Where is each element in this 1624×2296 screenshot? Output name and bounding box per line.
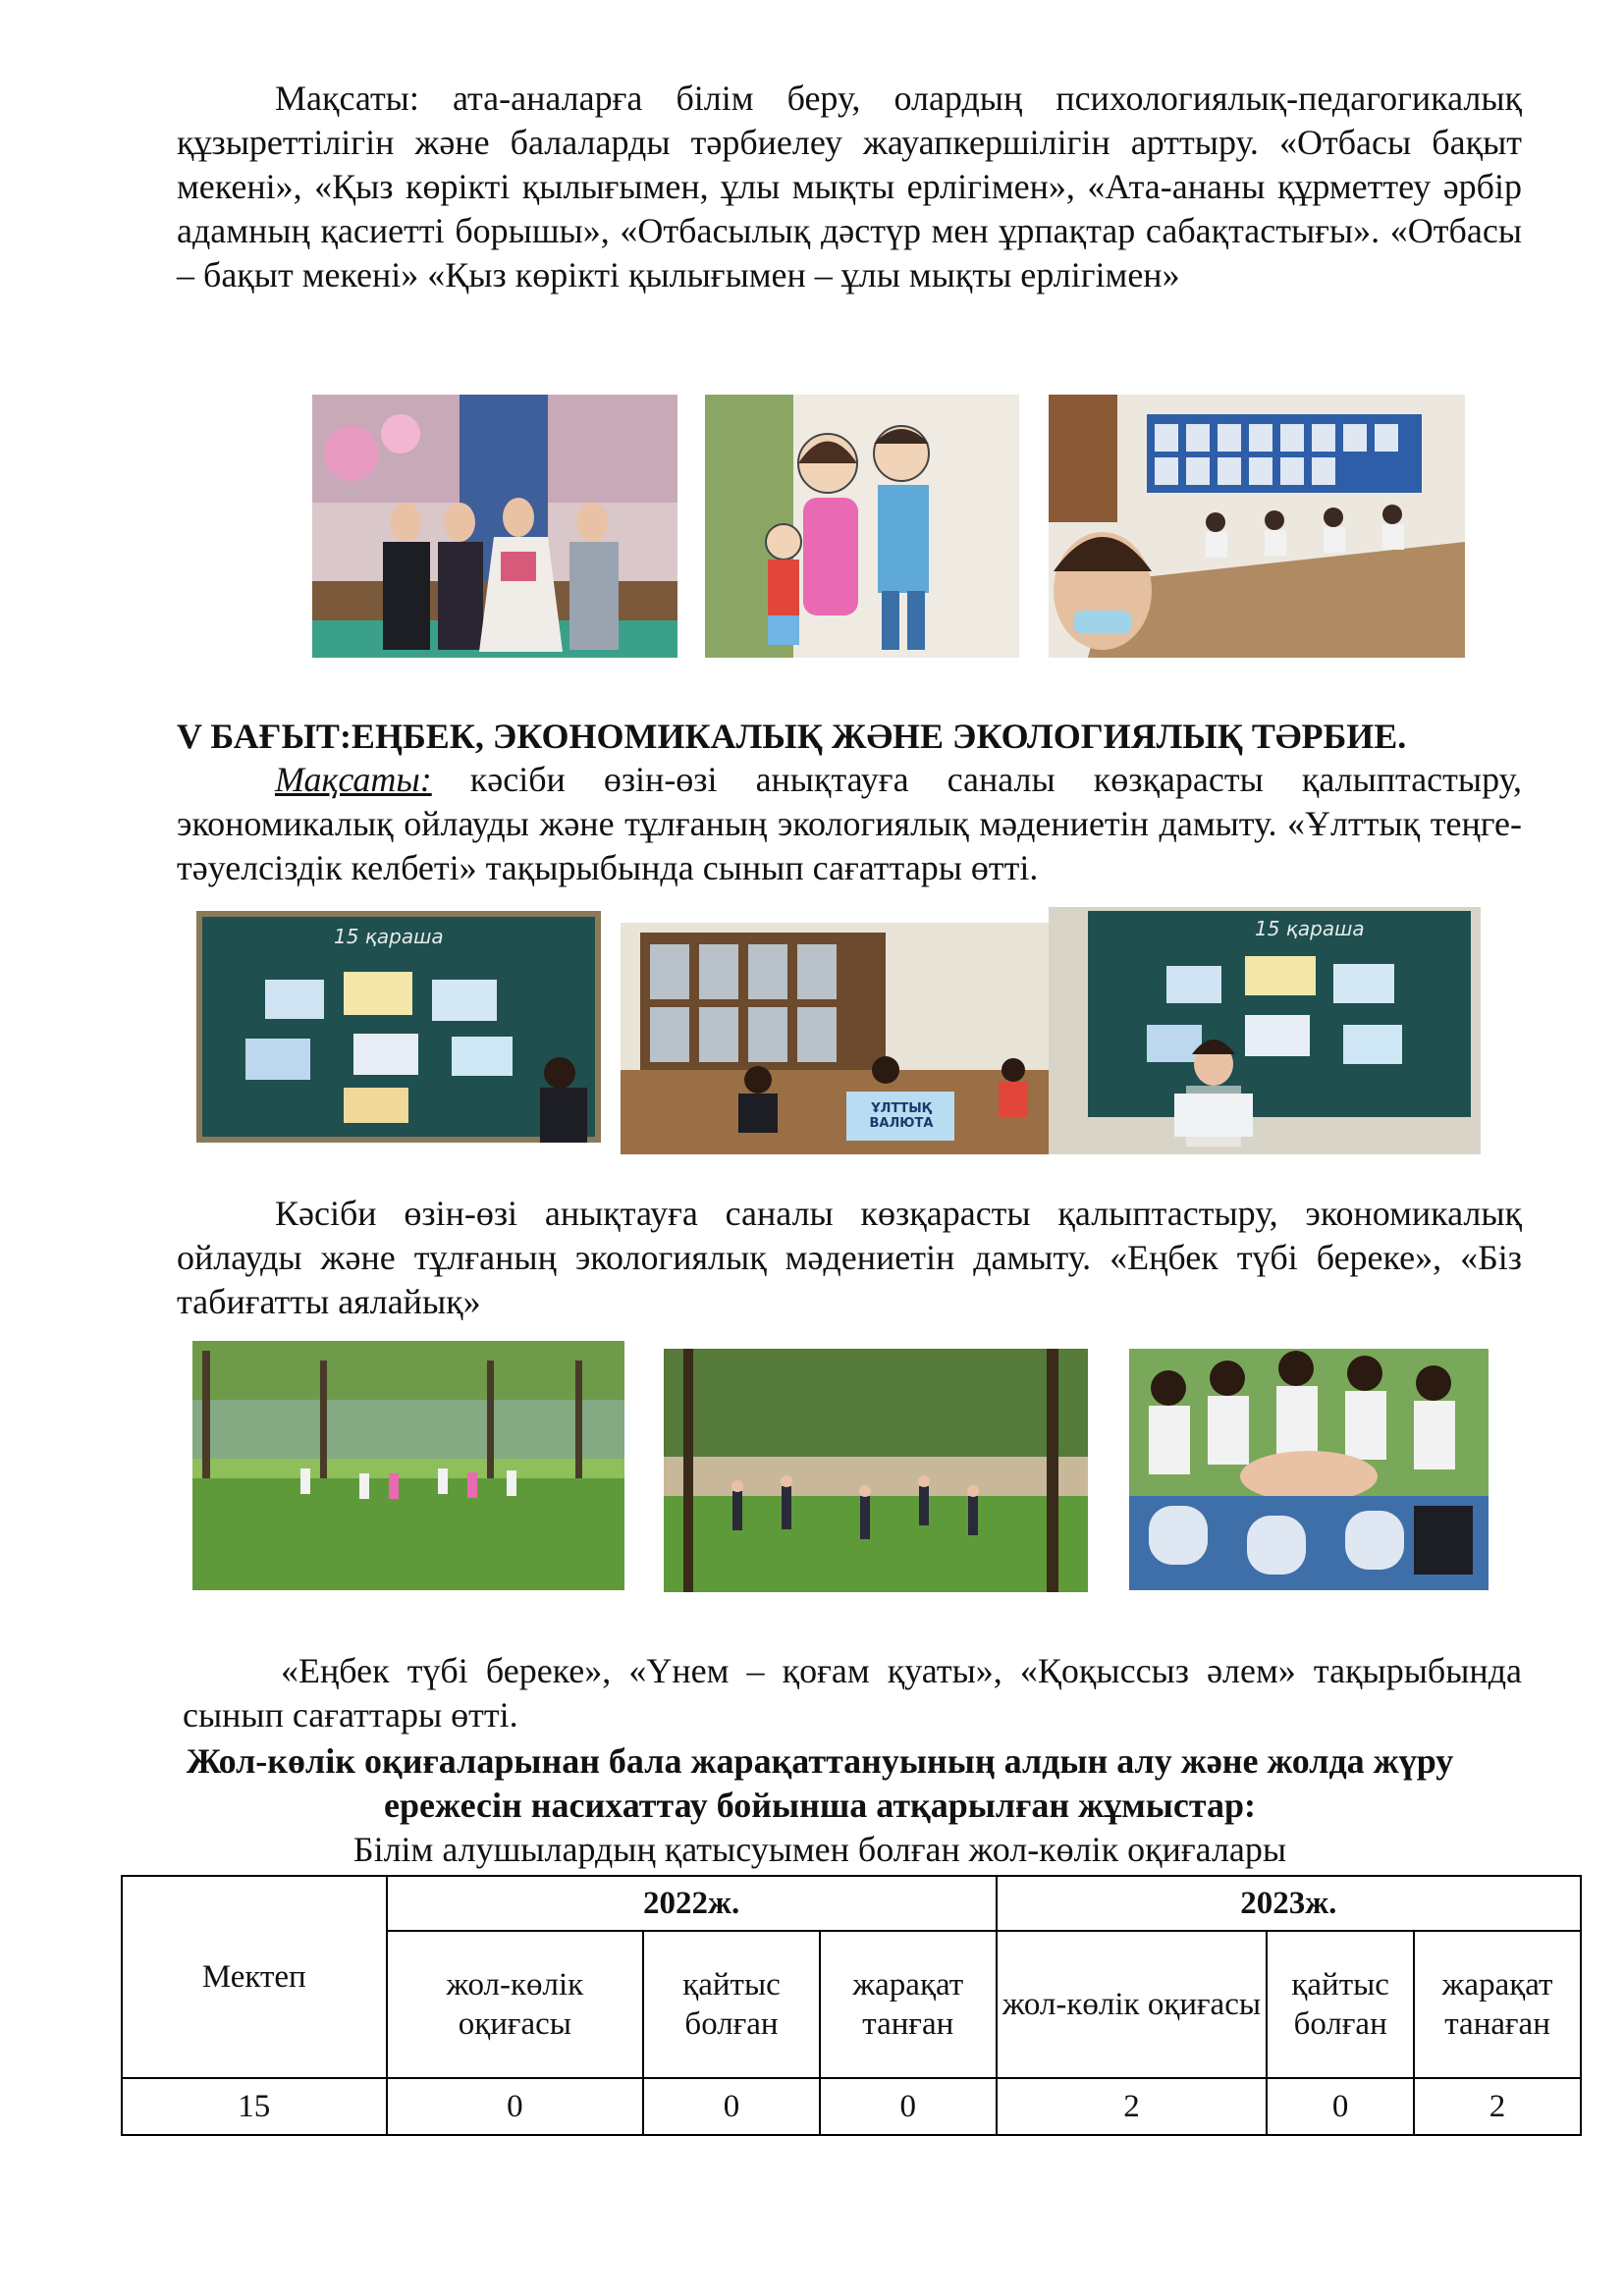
school-header: Мектеп	[122, 1876, 387, 2078]
cell-2022-deaths: 0	[643, 2078, 820, 2135]
photo-chalkboard-1	[196, 911, 601, 1143]
photo-park-1	[192, 1341, 624, 1590]
goal-label: Мақсаты:	[275, 760, 432, 799]
header-2023-injured: жарақат танаған	[1414, 1931, 1581, 2078]
road-safety-title: Жол-көлік оқиғаларынан бала жарақаттануының алдын алу және жолда жүру ережесін насихаттау бойынша атқарылған жұмыстар:	[186, 1741, 1454, 1825]
poster-text: ҰЛТТЫҚ ВАЛЮТА	[869, 1101, 934, 1131]
cell-2023-accidents: 2	[997, 2078, 1268, 2135]
photo-classroom-2	[621, 923, 1049, 1154]
cell-2023-deaths: 0	[1267, 2078, 1414, 2135]
header-2022-injured: жарақат танған	[820, 1931, 997, 2078]
year-2022-header: 2022ж.	[387, 1876, 997, 1931]
photo-group-hands	[1129, 1349, 1489, 1590]
intro-paragraph: Мақсаты: ата-аналарға білім беру, олардың психологиялық-педагогикалық құзыреттілігін және балаларды тәрбиелеу жауапкершілігін арттыру. «Отбасы бақыт мекені», «Қыз көрікті қылығымен, ұлы мықты ерлігімен», «Ата-ананы құрметтеу әрбір адамның қасиетті борышы», «Отбасылық дәстүр мен ұрпақтар сабақтастығы». «Отбасы – бақыт мекені» «Қыз көрікті қылығымен – ұлы мықты ерлігімен»	[177, 79, 1522, 294]
section5-paragraph-2: Кәсіби өзін-өзі анықтауға саналы көзқарасты қалыптастыру, экономикалық ойлауды және тұлғаның экологиялық мәдениетін дамыту. «Еңбек түбі береке», «Біз табиғатты аялайық»	[177, 1194, 1522, 1321]
cell-2022-accidents: 0	[387, 2078, 644, 2135]
table-caption: Білім алушылардың қатысуымен болған жол-көлік оқиғалары	[352, 1830, 1287, 1869]
board-caption-1: 15 қараша	[334, 925, 444, 948]
cell-2023-injured: 2	[1414, 2078, 1581, 2135]
cell-2022-injured: 0	[820, 2078, 997, 2135]
section5-heading: V БАҒЫТ:ЕҢБЕК, ЭКОНОМИКАЛЫҚ ЖӘНЕ ЭКОЛОГИЯЛЫҚ ТӘРБИЕ.	[177, 717, 1407, 756]
photo-chalkboard-2	[1049, 907, 1481, 1154]
table-row	[122, 2078, 1581, 2135]
section5-goal-paragraph	[177, 758, 1522, 890]
header-2023-accidents: жол-көлік оқиғасы	[997, 1931, 1268, 2078]
photo-park-2	[664, 1349, 1088, 1592]
board-caption-2: 15 қараша	[1255, 917, 1365, 940]
photo-classroom-1	[1049, 395, 1465, 658]
cell-school: 15	[122, 2078, 387, 2135]
header-2022-accidents: жол-көлік оқиғасы	[387, 1931, 644, 2078]
goal-text: кәсіби өзін-өзі анықтауға саналы көзқарасты қалыптастыру, экономикалық ойлауды және тұлғаның экологиялық мәдениетін дамыту. «Ұлттық теңге-тәуелсіздік келбеті» тақырыбында сынып сағаттары өтті.	[177, 760, 1522, 887]
road-accidents-table	[121, 1875, 1582, 2136]
photo-family-event	[312, 395, 677, 658]
header-2022-deaths: қайтыс болған	[643, 1931, 820, 2078]
header-2023-deaths: қайтыс болған	[1267, 1931, 1414, 2078]
section5-paragraph-3: «Еңбек түбі береке», «Үнем – қоғам қуаты», «Қоқыссыз әлем» тақырыбында сынып сағаттары өтті.	[183, 1651, 1522, 1735]
year-2023-header: 2023ж.	[997, 1876, 1581, 1931]
photo-family-drawing	[705, 395, 1019, 658]
